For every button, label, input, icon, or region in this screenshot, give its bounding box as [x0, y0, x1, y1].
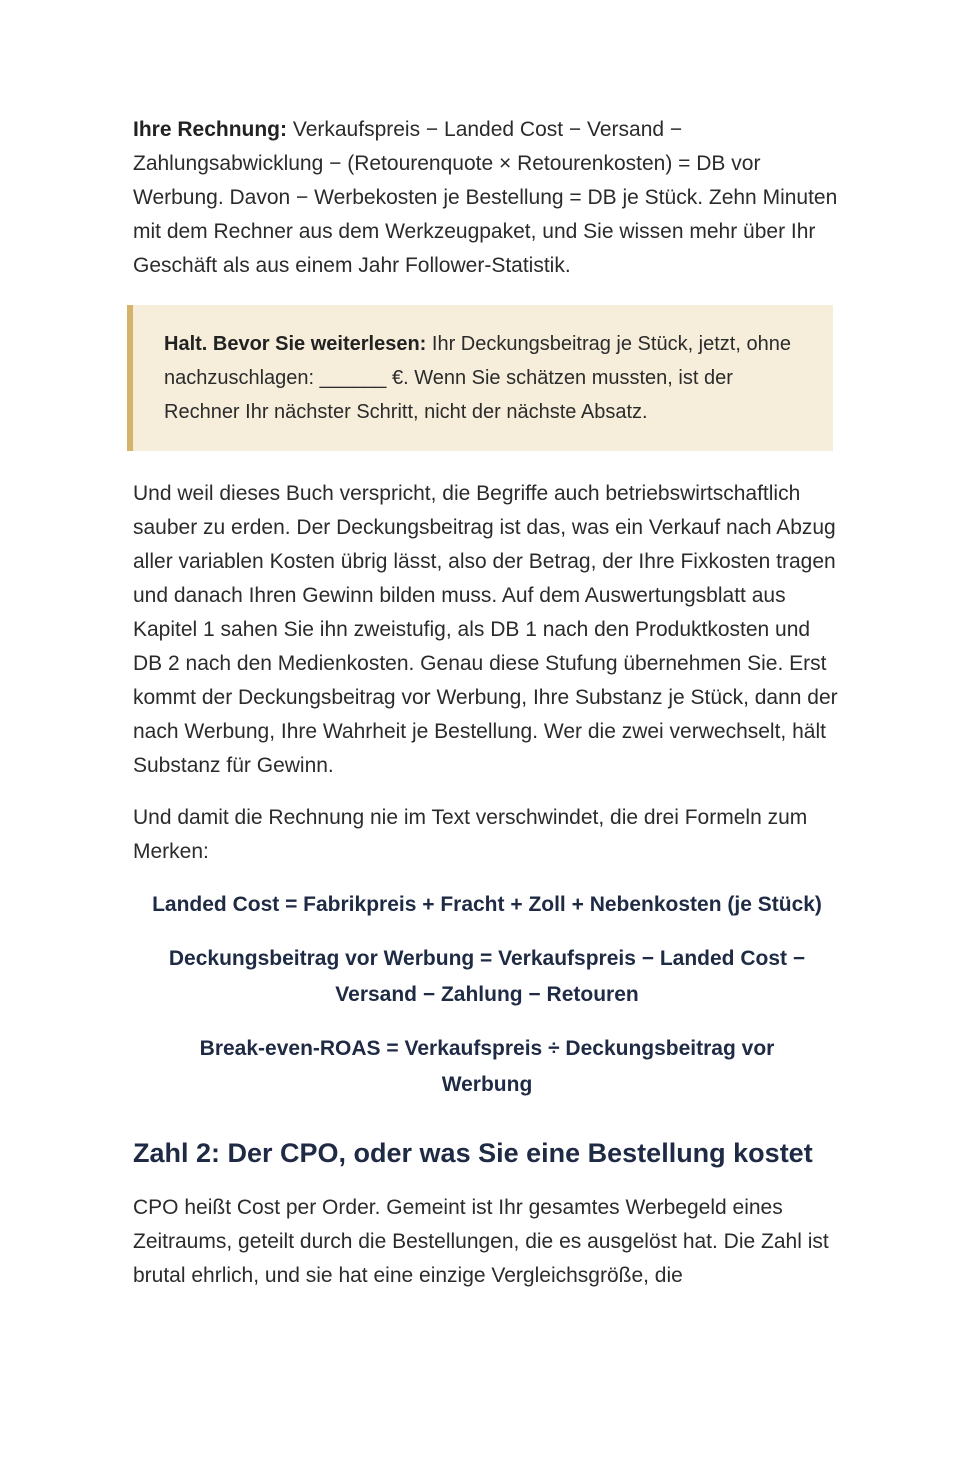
formula-intro-paragraph: Und damit die Rechnung nie im Text verschwindet, die drei Formeln zum Merken:	[133, 806, 808, 863]
intro-paragraph	[133, 113, 841, 283]
formula-break-even-roas: Break-even-ROAS = Verkaufspreis ÷ Deckungsbeitrag vor Werbung	[199, 1037, 775, 1096]
document-page	[133, 113, 841, 1311]
cpo-paragraph: CPO heißt Cost per Order. Gemeint ist Ihr gesamtes Werbegeld eines Zeitraums, geteilt durch die Bestellungen, die es ausgelöst hat. Die Zahl ist brutal ehrlich, und sie hat eine einzige Vergleichsgröße, die	[133, 1196, 829, 1287]
callout-label: Halt. Bevor Sie weiterlesen:	[164, 333, 427, 355]
formula-landed-cost: Landed Cost = Fabrikpreis + Fracht + Zoll + Nebenkosten (je Stück)	[152, 893, 822, 916]
callout-text: Ihr Deckungsbeitrag je Stück, jetzt, ohne nachzuschlagen: ______ €. Wenn Sie schätzen mussten, ist der Rechner Ihr nächster Schritt, nicht der nächste Absatz.	[164, 333, 791, 423]
section-heading: Zahl 2: Der CPO, oder was Sie eine Bestellung kostet	[133, 1138, 813, 1168]
stop-callout	[127, 305, 833, 451]
formula-deckungsbeitrag: Deckungsbeitrag vor Werbung = Verkaufspreis − Landed Cost − Versand − Zahlung − Retouren	[168, 947, 806, 1006]
db-explanation-paragraph: Und weil dieses Buch verspricht, die Begriffe auch betriebswirtschaftlich sauber zu erden. Der Deckungsbeitrag ist das, was ein Verkauf nach Abzug aller variablen Kosten übrig lässt, also der Betrag, der Ihre Fixkosten tragen und danach Ihren Gewinn bilden muss. Auf dem Auswertungsblatt aus Kapitel 1 sahen Sie ihn zweistufig, als DB 1 nach den Produktkosten und DB 2 nach den Medienkosten. Genau diese Stufung übernehmen Sie. Erst kommt der Deckungsbeitrag vor Werbung, Ihre Substanz je Stück, dann der nach Werbung, Ihre Wahrheit je Bestellung. Wer die zwei verwechselt, hält Substanz für Gewinn.	[133, 482, 838, 777]
callout-paragraph	[164, 327, 809, 429]
intro-label: Ihre Rechnung:	[133, 118, 288, 141]
intro-text: Verkaufspreis − Landed Cost − Versand − Zahlungsabwicklung − (Retourenquote × Retourenkosten) = DB vor Werbung. Davon − Werbekosten je Bestellung = DB je Stück. Zehn Minuten mit dem Rechner aus dem Werkzeugpaket, und Sie wissen mehr über Ihr Geschäft als aus einem Jahr Follower-Statistik.	[133, 118, 838, 277]
